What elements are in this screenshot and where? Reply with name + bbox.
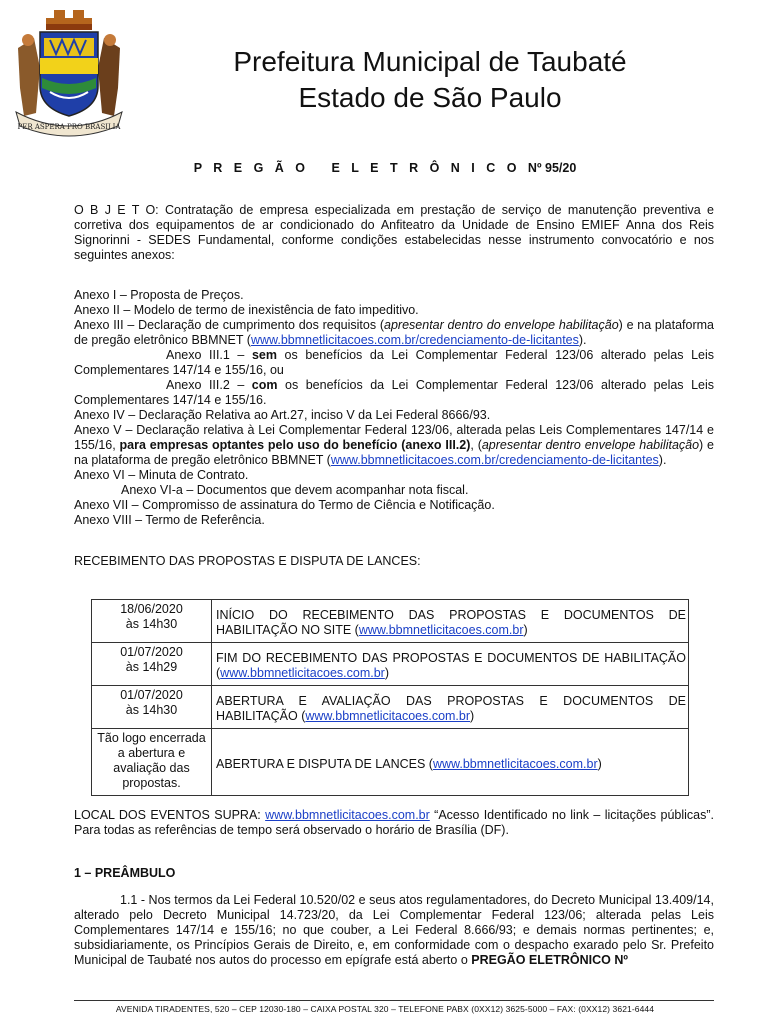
anexo-3-1: Anexo III.1 – sem os benefícios da Lei Complementar Federal 123/06 alterado pelas Leis Complementares 147/14 e 155/16, ou [74, 348, 714, 377]
document-title-main: P R E G Ã O E L E T R Ô N I C O [193, 161, 521, 175]
footer-divider [74, 1000, 714, 1001]
anexo-1: Anexo I – Proposta de Preços. [74, 288, 244, 302]
schedule-event-cell: INÍCIO DO RECEBIMENTO DAS PROPOSTAS E DOCUMENTOS DE HABILITAÇÃO NO SITE (www.bbmnetlicitacoes.com.br) [212, 600, 689, 643]
recebimento-heading: RECEBIMENTO DAS PROPOSTAS E DISPUTA DE LANCES: [74, 554, 421, 568]
schedule-row [92, 686, 689, 729]
document-title [0, 161, 770, 175]
local-paragraph: LOCAL DOS EVENTOS SUPRA: www.bbmnetlicitacoes.com.br “Acesso Identificado no link – licitações públicas”. Para todas as referências de tempo será observado o horário de Brasília (DF). [74, 808, 714, 837]
schedule-date-cell [92, 600, 212, 643]
section-preambulo-heading: 1 – PREÂMBULO [74, 866, 176, 880]
schedule-event-cell: ABERTURA E DISPUTA DE LANCES (www.bbmnetlicitacoes.com.br) [212, 729, 689, 796]
page-subtitle: Estado de São Paulo [298, 82, 562, 113]
schedule-date: Tão logo encerrada a abertura e avaliação das propostas. [97, 731, 206, 790]
anexos-list [74, 288, 714, 528]
schedule-event: ABERTURA E AVALIAÇÃO DAS PROPOSTAS E DOCUMENTOS DE HABILITAÇÃO ( [216, 694, 686, 723]
anexo-3: Anexo III – Declaração de cumprimento dos requisitos (apresentar dentro do envelope habilitação) e na plataforma de pregão eletrônico BBMNET (www.bbmnetlicitacoes.com.br/credenciamento-de-licitantes). [74, 318, 714, 347]
anexo-5: Anexo V – Declaração relativa à Lei Complementar Federal 123/06, alterada pelas Leis Complementares 147/14 e 155/16, para empresas optantes pelo uso do benefício (anexo III.2), (apresentar dentro envelope habilitação) e na plataforma de pregão eletrônico BBMNET (www.bbmnetlicitacoes.com.br/credenciamento-de-licitantes). [74, 423, 714, 467]
schedule-link[interactable]: www.bbmnetlicitacoes.com.br [220, 666, 385, 680]
credenciamento-link-2[interactable]: www.bbmnetlicitacoes.com.br/credenciamento-de-licitantes [330, 453, 659, 467]
schedule-date: 01/07/2020 [120, 688, 183, 702]
paragraph-1-1: 1.1 - Nos termos da Lei Federal 10.520/02 e seus atos regulamentadores, do Decreto Municipal 13.409/14, alterado pelo Decreto Municipal 14.723/20, da Lei Complementar Federal 123/06; alterada pelas Leis Complementares 147/14 e 155/16; no que couber, a Lei Federal 8.666/93; e demais normas pertinentes; e, subsidiariamente, os Princípios Gerais de Direito, e, em conformidade com o despacho exarado pelo Sr. Prefeito Municipal de Taubaté nos autos do processo em epígrafe está aberto o PREGÃO ELETRÔNICO Nº [74, 893, 714, 967]
schedule-event: ABERTURA E DISPUTA DE LANCES ( [216, 756, 433, 771]
city-crest-logo [10, 8, 128, 138]
schedule-date-cell [92, 643, 212, 686]
schedule-time: às 14h30 [125, 703, 178, 717]
schedule-time: às 14h30 [125, 617, 178, 631]
objeto-paragraph: O B J E T O: Contratação de empresa especializada em prestação de serviço de manutenção preventiva e corretiva dos equipamentos de ar condicionado do Anfiteatro da Unidade de Ensino EMIEF Anna dos Reis Signorinni - SEDES Fundamental, conforme condições estabelecidas nesse instrumento convocatório e nos seguintes anexos: [74, 203, 714, 262]
document-title-number: Nº 95/20 [527, 161, 577, 175]
schedule-link[interactable]: www.bbmnetlicitacoes.com.br [305, 709, 471, 723]
page-title: Prefeitura Municipal de Taubaté [233, 46, 627, 77]
svg-text:PER ASPERA PRO BRASILIA: PER ASPERA PRO BRASILIA [17, 123, 121, 131]
anexo-4: Anexo IV – Declaração Relativa ao Art.27, inciso V da Lei Federal 8666/93. [74, 408, 491, 422]
schedule-row [92, 729, 689, 796]
schedule-row [92, 643, 689, 686]
local-link[interactable]: www.bbmnetlicitacoes.com.br [265, 808, 430, 822]
schedule-event-cell: FIM DO RECEBIMENTO DAS PROPOSTAS E DOCUMENTOS DE HABILITAÇÃO (www.bbmnetlicitacoes.com.br) [212, 643, 689, 686]
schedule-event: FIM DO RECEBIMENTO DAS PROPOSTAS E DOCUMENTOS DE HABILITAÇÃO ( [216, 651, 686, 680]
schedule-date: 18/06/2020 [120, 602, 183, 616]
footer-address: AVENIDA TIRADENTES, 520 – CEP 12030-180 – CAIXA POSTAL 320 – TELEFONE PABX (0XX12) 3625-5000 – FAX: (0XX12) 3621-6444 [115, 1004, 655, 1014]
schedule-row [92, 600, 689, 643]
anexo-7: Anexo VII – Compromisso de assinatura do Termo de Ciência e Notificação. [74, 498, 495, 512]
schedule-link[interactable]: www.bbmnetlicitacoes.com.br [358, 623, 524, 637]
schedule-date-cell [92, 686, 212, 729]
schedule-date-cell [92, 729, 212, 796]
credenciamento-link[interactable]: www.bbmnetlicitacoes.com.br/credenciamento-de-licitantes [250, 333, 579, 347]
anexo-6a: Anexo VI-a – Documentos que devem acompanhar nota fiscal. [121, 483, 469, 497]
anexo-2: Anexo II – Modelo de termo de inexistência de fato impeditivo. [74, 303, 419, 317]
schedule-time: às 14h29 [125, 660, 178, 674]
schedule-link[interactable]: www.bbmnetlicitacoes.com.br [432, 756, 598, 771]
schedule-event-cell: ABERTURA E AVALIAÇÃO DAS PROPOSTAS E DOCUMENTOS DE HABILITAÇÃO (www.bbmnetlicitacoes.com.br) [212, 686, 689, 729]
anexo-8: Anexo VIII – Termo de Referência. [74, 513, 265, 527]
schedule-table [91, 599, 689, 796]
schedule-date: 01/07/2020 [120, 645, 183, 659]
schedule-event: INÍCIO DO RECEBIMENTO DAS PROPOSTAS E DOCUMENTOS DE HABILITAÇÃO NO SITE ( [216, 608, 686, 637]
anexo-6: Anexo VI – Minuta de Contrato. [74, 468, 249, 482]
anexo-3-2: Anexo III.2 – com os benefícios da Lei Complementar Federal 123/06 alterado pelas Leis Complementares 147/14 e 155/16. [74, 378, 714, 407]
